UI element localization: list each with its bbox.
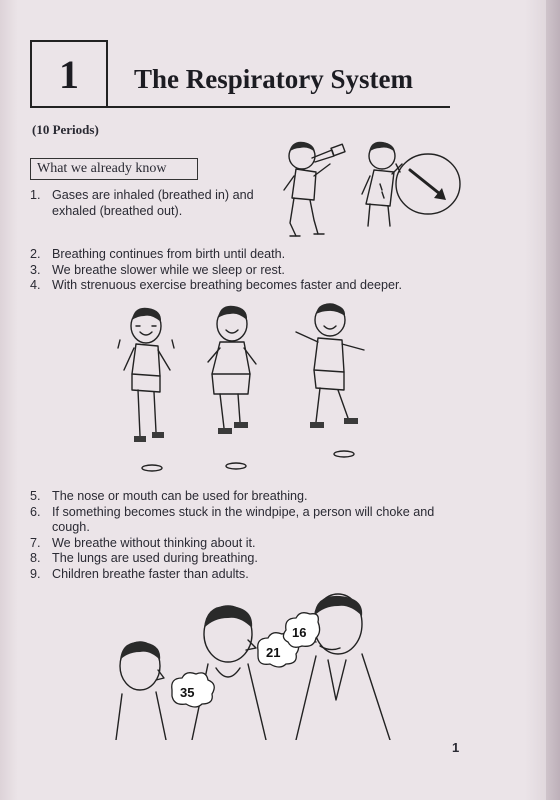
item-number: 9. <box>30 566 41 581</box>
item-number: 4. <box>30 278 41 293</box>
chapter-title: The Respiratory System <box>134 64 413 94</box>
fact-list-b <box>30 247 450 294</box>
tired-boy <box>118 308 174 471</box>
list-item <box>30 567 470 583</box>
boy-with-balloon <box>362 142 460 226</box>
fact-list-a <box>30 188 260 219</box>
list-item <box>30 551 470 567</box>
item-text: If something becomes stuck in the windpipe, a person will choke and cough. <box>52 504 435 535</box>
item-text: Breathing continues from birth until death. <box>52 247 286 261</box>
chapter-number: 1 <box>59 51 79 97</box>
item-number: 1. <box>30 188 41 202</box>
list-item <box>30 536 470 552</box>
child-figure <box>116 642 166 740</box>
item-text: The nose or mouth can be used for breathing. <box>52 489 308 503</box>
page-number: 1 <box>452 740 460 755</box>
item-text: With strenuous exercise breathing becomes faster and deeper. <box>52 278 403 293</box>
item-number: 2. <box>30 247 41 261</box>
item-number: 3. <box>30 262 41 277</box>
child-breath-count: 35 <box>180 685 195 700</box>
item-number: 8. <box>30 551 41 566</box>
item-text: The lungs are used during breathing. <box>52 551 258 566</box>
blowing-illustration <box>270 128 470 243</box>
fact-list-c <box>30 489 470 583</box>
periods-label: (10 Periods) <box>32 122 99 137</box>
item-text: Children breathe faster than adults. <box>52 566 249 581</box>
breath-bubble-adult <box>283 613 319 648</box>
fast-runner-boy <box>296 304 364 457</box>
boy-with-whistle <box>284 142 345 236</box>
list-item <box>30 489 470 505</box>
list-item <box>30 263 450 279</box>
youth-breath-count: 21 <box>266 645 281 660</box>
title-rule <box>108 106 450 108</box>
adult-breath-count: 16 <box>292 625 307 640</box>
item-text: We breathe without thinking about it. <box>52 535 256 550</box>
breath-bubble-child <box>172 673 215 707</box>
list-item <box>30 278 450 294</box>
section-heading-box <box>30 158 198 180</box>
running-boys-illustration <box>112 300 374 480</box>
list-item <box>30 188 260 219</box>
item-number: 5. <box>30 489 41 503</box>
item-text: We breathe slower while we sleep or rest. <box>52 262 285 277</box>
list-item <box>30 247 450 263</box>
item-number: 7. <box>30 535 41 550</box>
item-text: Gases are inhaled (breathed in) and exhaled (breathed out). <box>52 188 254 218</box>
section-heading: What we already know <box>37 161 167 176</box>
list-item <box>30 505 470 536</box>
jogging-boy <box>208 306 256 469</box>
chapter-number-box <box>30 40 108 108</box>
page-edge <box>546 0 560 800</box>
item-number: 6. <box>30 504 41 519</box>
breathing-rates-illustration <box>100 590 400 740</box>
